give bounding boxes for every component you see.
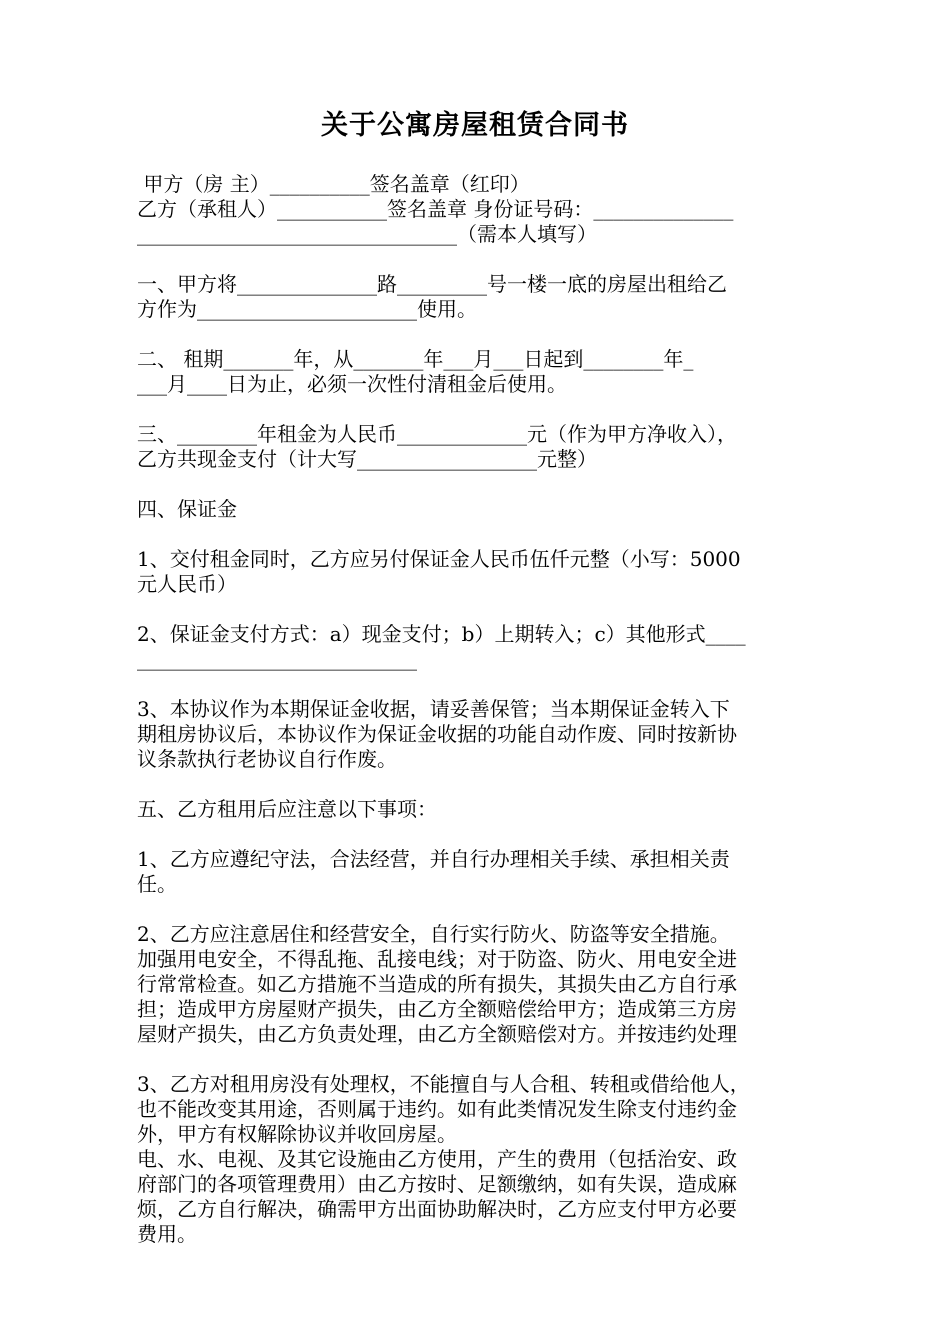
text-line: 一、甲方将______________路_________号一楼一底的房屋出租给乙 — [137, 272, 727, 296]
text-line: 加强用电安全，不得乱拖、乱接电线；对于防盗、防火、用电安全进 — [137, 947, 737, 971]
text-line: 屋财产损失，由乙方负责处理，由乙方全额赔偿对方。并按违约处理 — [137, 1022, 737, 1046]
text-line: ________________________________（需本人填写） — [137, 222, 597, 246]
paragraph-gap — [137, 597, 827, 622]
paragraph-gap — [137, 822, 827, 847]
paragraph-gap — [137, 772, 827, 797]
text-line: 元人民币） — [137, 572, 237, 596]
paragraph-gap — [137, 397, 827, 422]
paragraph-gap — [137, 322, 827, 347]
text-line: 二、 租期_______年，从_______年___月___日起到________年_ — [137, 347, 694, 371]
text-line: 方作为______________________使用。 — [137, 297, 477, 321]
paragraph-gap — [137, 247, 827, 272]
text-line: 2、乙方应注意居住和经营安全，自行实行防火、防盗等安全措施。 — [137, 922, 730, 946]
text-line: 四、保证金 — [137, 497, 237, 521]
paragraph-gap — [137, 522, 827, 547]
text-line: 1、交付租金同时，乙方应另付保证金人民币伍仟元整（小写：5000 — [137, 547, 741, 571]
text-line: 甲方（房 主）__________签名盖章（红印） — [137, 172, 530, 196]
text-line: 乙方（承租人）___________签名盖章 身份证号码：______________ — [137, 197, 734, 221]
text-line: 议条款执行老协议自行作废。 — [137, 747, 397, 771]
text-line: 期租房协议后，本协议作为保证金收据的功能自动作废、同时按新协 — [137, 722, 737, 746]
paragraph-gap — [137, 1047, 827, 1072]
document-title: 关于公寓房屋租赁合同书 — [321, 110, 629, 141]
text-line: 府部门的各项管理费用）由乙方按时、足额缴纳，如有失误，造成麻 — [137, 1172, 737, 1196]
text-line: 五、乙方租用后应注意以下事项： — [137, 797, 437, 821]
paragraph-gap — [137, 472, 827, 497]
text-line: ___月____日为止，必须一次性付清租金后使用。 — [137, 372, 567, 396]
text-line: 费用。 — [137, 1222, 197, 1246]
text-line: 三、________年租金为人民币_____________元（作为甲方净收入）， — [137, 422, 737, 446]
text-line: 外，甲方有权解除协议并收回房屋。 — [137, 1122, 457, 1146]
text-line: 电、水、电视、及其它设施由乙方使用，产生的费用（包括治安、政 — [137, 1147, 737, 1171]
paragraph-gap — [137, 897, 827, 922]
text-line: 3、乙方对租用房没有处理权，不能擅自与人合租、转租或借给他人， — [137, 1072, 750, 1096]
text-line: 担；造成甲方房屋财产损失，由乙方全额赔偿给甲方；造成第三方房 — [137, 997, 737, 1021]
text-line: 乙方共现金支付（计大写__________________元整） — [137, 447, 597, 471]
text-line: 1、乙方应遵纪守法，合法经营，并自行办理相关手续、承担相关责 — [137, 847, 730, 871]
text-line: ____________________________ — [137, 647, 417, 671]
contract-body — [137, 172, 827, 1247]
paragraph-gap — [137, 672, 827, 697]
text-line: 烦，乙方自行解决，确需甲方出面协助解决时，乙方应支付甲方必要 — [137, 1197, 737, 1221]
text-line: 任。 — [137, 872, 177, 896]
text-line: 2、保证金支付方式：a）现金支付；b）上期转入；c）其他形式____ — [137, 622, 746, 646]
text-line: 也不能改变其用途，否则属于违约。如有此类情况发生除支付违约金 — [137, 1097, 737, 1121]
text-line: 行常常检查。如乙方措施不当造成的所有损失，其损失由乙方自行承 — [137, 972, 737, 996]
text-line: 3、本协议作为本期保证金收据，请妥善保管；当本期保证金转入下 — [137, 697, 730, 721]
